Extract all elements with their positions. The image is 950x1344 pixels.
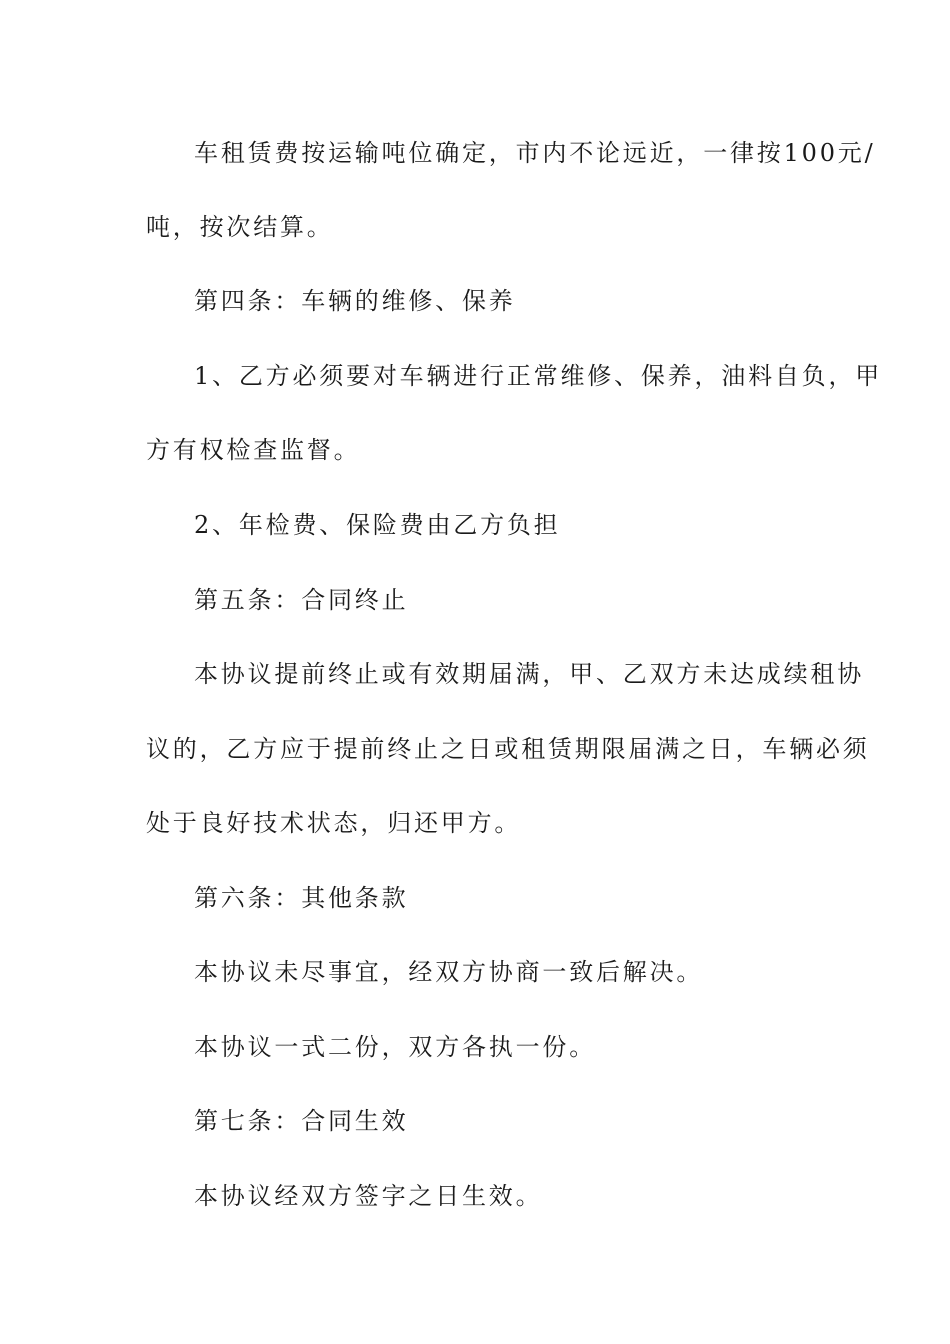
paragraph-line: 本协议提前终止或有效期届满，甲、乙双方未达成续租协 [194, 660, 864, 688]
section-heading-article-4: 第四条：车辆的维修、保养 [194, 287, 516, 315]
paragraph-line: 议的，乙方应于提前终止之日或租赁期限届满之日，车辆必须 [146, 735, 870, 763]
paragraph-line: 车租赁费按运输吨位确定，市内不论远近，一律按100元/ [194, 139, 876, 167]
paragraph-line: 2、年检费、保险费由乙方负担 [194, 511, 561, 539]
paragraph-line: 处于良好技术状态，归还甲方。 [146, 809, 522, 837]
section-heading-article-6: 第六条：其他条款 [194, 884, 409, 912]
paragraph-line: 本协议一式二份，双方各执一份。 [194, 1033, 596, 1061]
section-heading-article-7: 第七条：合同生效 [194, 1107, 409, 1135]
paragraph-line: 本协议未尽事宜，经双方协商一致后解决。 [194, 958, 704, 986]
paragraph-line: 本协议经双方签字之日生效。 [194, 1182, 543, 1210]
paragraph-line: 1、乙方必须要对车辆进行正常维修、保养，油料自负，甲 [194, 362, 883, 390]
paragraph-line: 方有权检查监督。 [146, 436, 361, 464]
section-heading-article-5: 第五条：合同终止 [194, 586, 409, 614]
paragraph-line: 吨，按次结算。 [146, 213, 334, 241]
